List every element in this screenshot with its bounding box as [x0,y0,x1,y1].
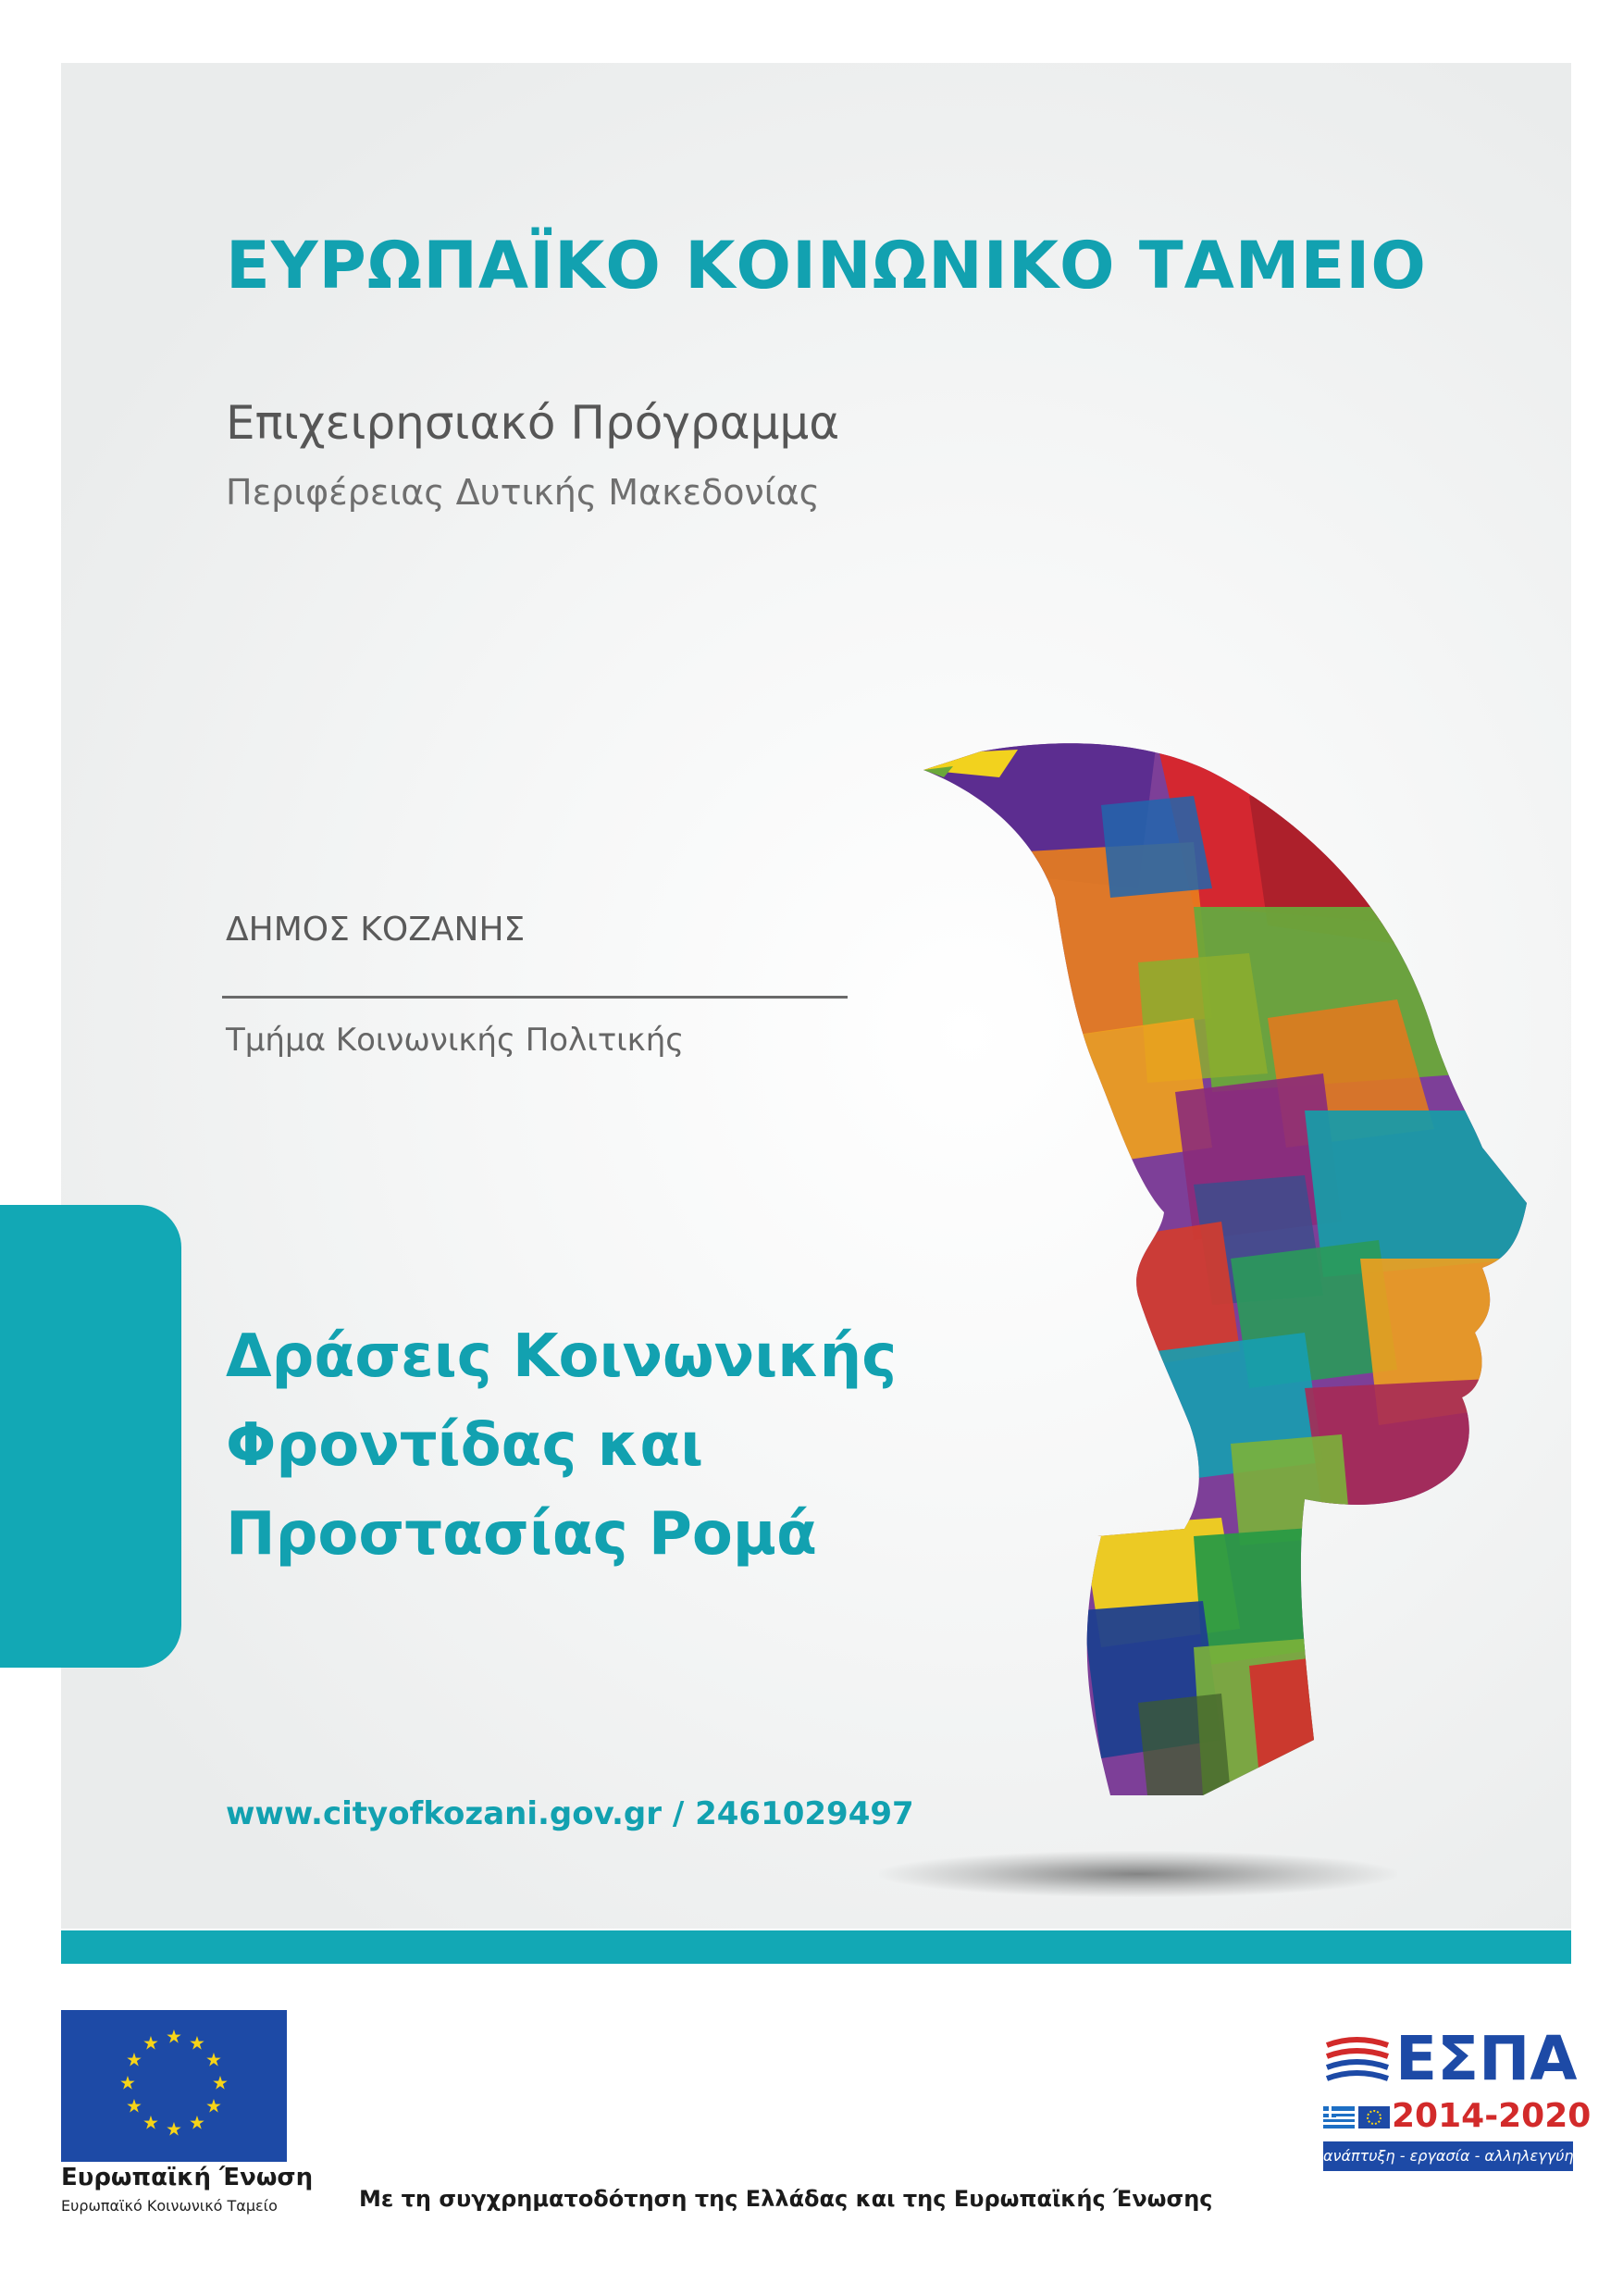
eu-fund-name: Ευρωπαϊκό Κοινωνικό Ταμείο [61,2197,278,2215]
divider-line [222,996,848,999]
espa-years: 2014-2020 [1392,2097,1592,2135]
municipality-name: ΔΗΜΟΣ ΚΟΖΑΝΗΣ [226,911,526,949]
department-name: Τμήμα Κοινωνικής Πολιτικής [226,1022,685,1059]
eu-name: Ευρωπαϊκή Ένωση [61,2164,314,2191]
svg-text:★: ★ [205,2094,222,2117]
svg-text:★: ★ [189,2111,205,2134]
svg-text:★: ★ [166,2025,182,2048]
espa-wordmark: ΕΣΠΑ [1395,2023,1578,2094]
svg-text:★: ★ [166,2117,182,2141]
svg-text:★: ★ [189,2031,205,2054]
espa-waves-icon [1323,2036,1392,2091]
svg-text:★: ★ [142,2111,159,2134]
colorful-head-profile-icon [916,740,1545,1795]
contact-line: www.cityofkozani.gov.gr / 2461029497 [226,1795,914,1832]
eu-flag-icon [61,2010,287,2162]
svg-text:★: ★ [126,2094,142,2117]
side-accent-tab [0,1205,181,1668]
svg-text:★: ★ [142,2031,159,2054]
illustration-shadow [879,1851,1397,1897]
headline-line-3: Προστασίας Ρομά [226,1500,817,1569]
svg-text:★: ★ [212,2071,229,2094]
espa-logo-icon [1314,2023,1592,2180]
headline-line-1: Δράσεις Κοινωνικής [226,1322,898,1391]
poster-title: ΕΥΡΩΠΑΪΚΟ ΚΟΙΝΩΝΙΚΟ ΤΑΜΕΙΟ [226,228,1427,304]
cofunding-statement: Με τη συγχρηματοδότηση της Ελλάδας και της Ευρωπαϊκής Ένωσης [359,2186,1213,2212]
headline-line-2: Φροντίδας και [226,1411,704,1480]
greece-eu-flags-icon [1323,2106,1390,2130]
program-title: Επιχειρησιακό Πρόγραμμα [226,396,840,450]
svg-text:★: ★ [205,2048,222,2071]
svg-text:★: ★ [119,2071,136,2094]
espa-slogan: ανάπτυξη - εργασία - αλληλεγγύη [1323,2141,1573,2171]
program-subtitle: Περιφέρειας Δυτικής Μακεδονίας [226,472,820,513]
footer-accent-bar [61,1930,1571,1964]
headline [226,1312,897,1579]
svg-text:★: ★ [126,2048,142,2071]
